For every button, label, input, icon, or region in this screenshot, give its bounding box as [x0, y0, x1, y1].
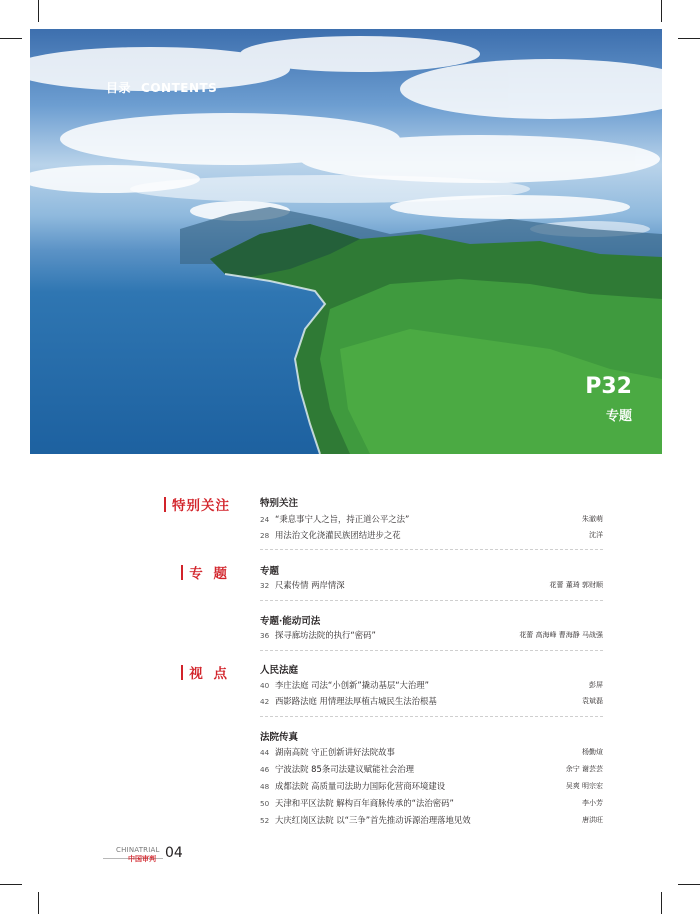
group-heading: 专题	[260, 566, 280, 577]
entry-title: 成都法院 高质量司法助力国际化营商环境建设	[275, 781, 446, 791]
toc-entry[interactable]	[260, 745, 603, 759]
entry-title: 西影路法庭 用情理法厚植古城民生法治根基	[275, 696, 437, 706]
entry-page: 44	[260, 747, 270, 757]
section-label-bar	[181, 665, 184, 680]
toc-entry[interactable]	[260, 628, 603, 642]
crop-mark	[0, 38, 22, 39]
entry-authors: 花蕾 高海峰 曹海静 马战强	[519, 631, 603, 639]
section-label-text: 视 点	[189, 666, 230, 682]
entry-authors: 袁斌磊	[582, 697, 603, 705]
hero-page-ref: P32	[585, 374, 632, 399]
toc-entry[interactable]	[260, 813, 603, 827]
entry-title: 用法治文化浇灌民族团结进步之花	[275, 530, 401, 540]
crop-mark	[678, 38, 700, 39]
entry-page: 28	[260, 530, 270, 540]
section-label-text: 特别关注	[172, 498, 230, 514]
entry-title: 湖南高院 守正创新讲好法院故事	[275, 747, 395, 757]
crop-mark	[661, 892, 662, 914]
entry-page: 52	[260, 815, 270, 825]
section-label-viewpoint	[181, 662, 230, 682]
entry-page: 48	[260, 781, 270, 791]
entry-title: “秉息事宁人之旨，持正道公平之法”	[275, 514, 410, 524]
entry-page: 40	[260, 680, 270, 690]
section-label-bar	[181, 565, 184, 580]
entry-authors: 杨勤煊	[582, 748, 603, 756]
entry-title: 大庆红岗区法院 以“三争”首先推动诉源治理落地见效	[275, 815, 471, 825]
toc-entry[interactable]	[260, 694, 603, 708]
group-heading: 特别关注	[260, 498, 299, 509]
section-label-bar	[164, 497, 167, 512]
entry-title: 李庄法庭 司法“小创新”撬动基层“大治理”	[275, 680, 430, 690]
entry-title: 尺素传情 两岸情深	[275, 580, 345, 590]
entry-authors: 余宁 谢芸芸	[565, 765, 603, 773]
toc-entry[interactable]	[260, 796, 603, 810]
group-heading: 专题·能动司法	[260, 616, 321, 627]
divider	[260, 650, 603, 651]
toc-entry[interactable]	[260, 578, 603, 592]
toc-entry[interactable]	[260, 678, 603, 692]
group-heading: 法院传真	[260, 732, 299, 743]
group-heading: 人民法庭	[260, 665, 299, 676]
entry-title: 探寻廊坊法院的执行“密码”	[275, 630, 376, 640]
entry-authors: 唐洪旺	[582, 816, 603, 824]
divider	[260, 716, 603, 717]
entry-authors: 吴爽 明宗宏	[565, 782, 603, 790]
hero-photo	[30, 29, 662, 454]
crop-mark	[38, 0, 39, 22]
section-label-topic	[181, 562, 230, 582]
magazine-name-en: CHINATRIAL	[116, 846, 160, 854]
toc-heading	[106, 79, 217, 96]
crop-mark	[678, 884, 700, 885]
entry-authors: 花蕾 董琦 郭财顺	[549, 581, 603, 589]
toc-heading-cn: 目录	[106, 81, 132, 95]
entry-page: 50	[260, 798, 270, 808]
divider	[260, 600, 603, 601]
toc-entry[interactable]	[260, 762, 603, 776]
crop-mark	[0, 884, 22, 885]
entry-page: 42	[260, 696, 270, 706]
entry-page: 32	[260, 580, 270, 590]
entry-title: 天津和平区法院 解构百年商脉传承的“法治密码”	[275, 798, 454, 808]
page-number: 04	[165, 845, 183, 861]
entry-authors: 朱澈萌	[582, 515, 603, 523]
section-label-special	[164, 494, 231, 514]
magazine-name-cn: 中国审判	[128, 855, 156, 863]
entry-page: 46	[260, 764, 270, 774]
divider	[260, 549, 603, 550]
toc-entry[interactable]	[260, 779, 603, 793]
entry-page: 36	[260, 630, 270, 640]
toc-entry[interactable]	[260, 512, 603, 526]
entry-page: 24	[260, 514, 270, 524]
entry-authors: 李小芳	[582, 799, 603, 807]
toc-entry[interactable]	[260, 528, 603, 542]
crop-mark	[661, 0, 662, 22]
entry-authors: 沈洋	[589, 531, 603, 539]
entry-title: 宁波法院 85条司法建议赋能社会治理	[275, 764, 414, 774]
entry-authors: 彭屏	[589, 681, 603, 689]
section-label-text: 专 题	[189, 566, 230, 582]
toc-heading-en: CONTENTS	[141, 81, 218, 95]
hero-page-ref-label: 专题	[605, 409, 632, 424]
crop-mark	[38, 892, 39, 914]
